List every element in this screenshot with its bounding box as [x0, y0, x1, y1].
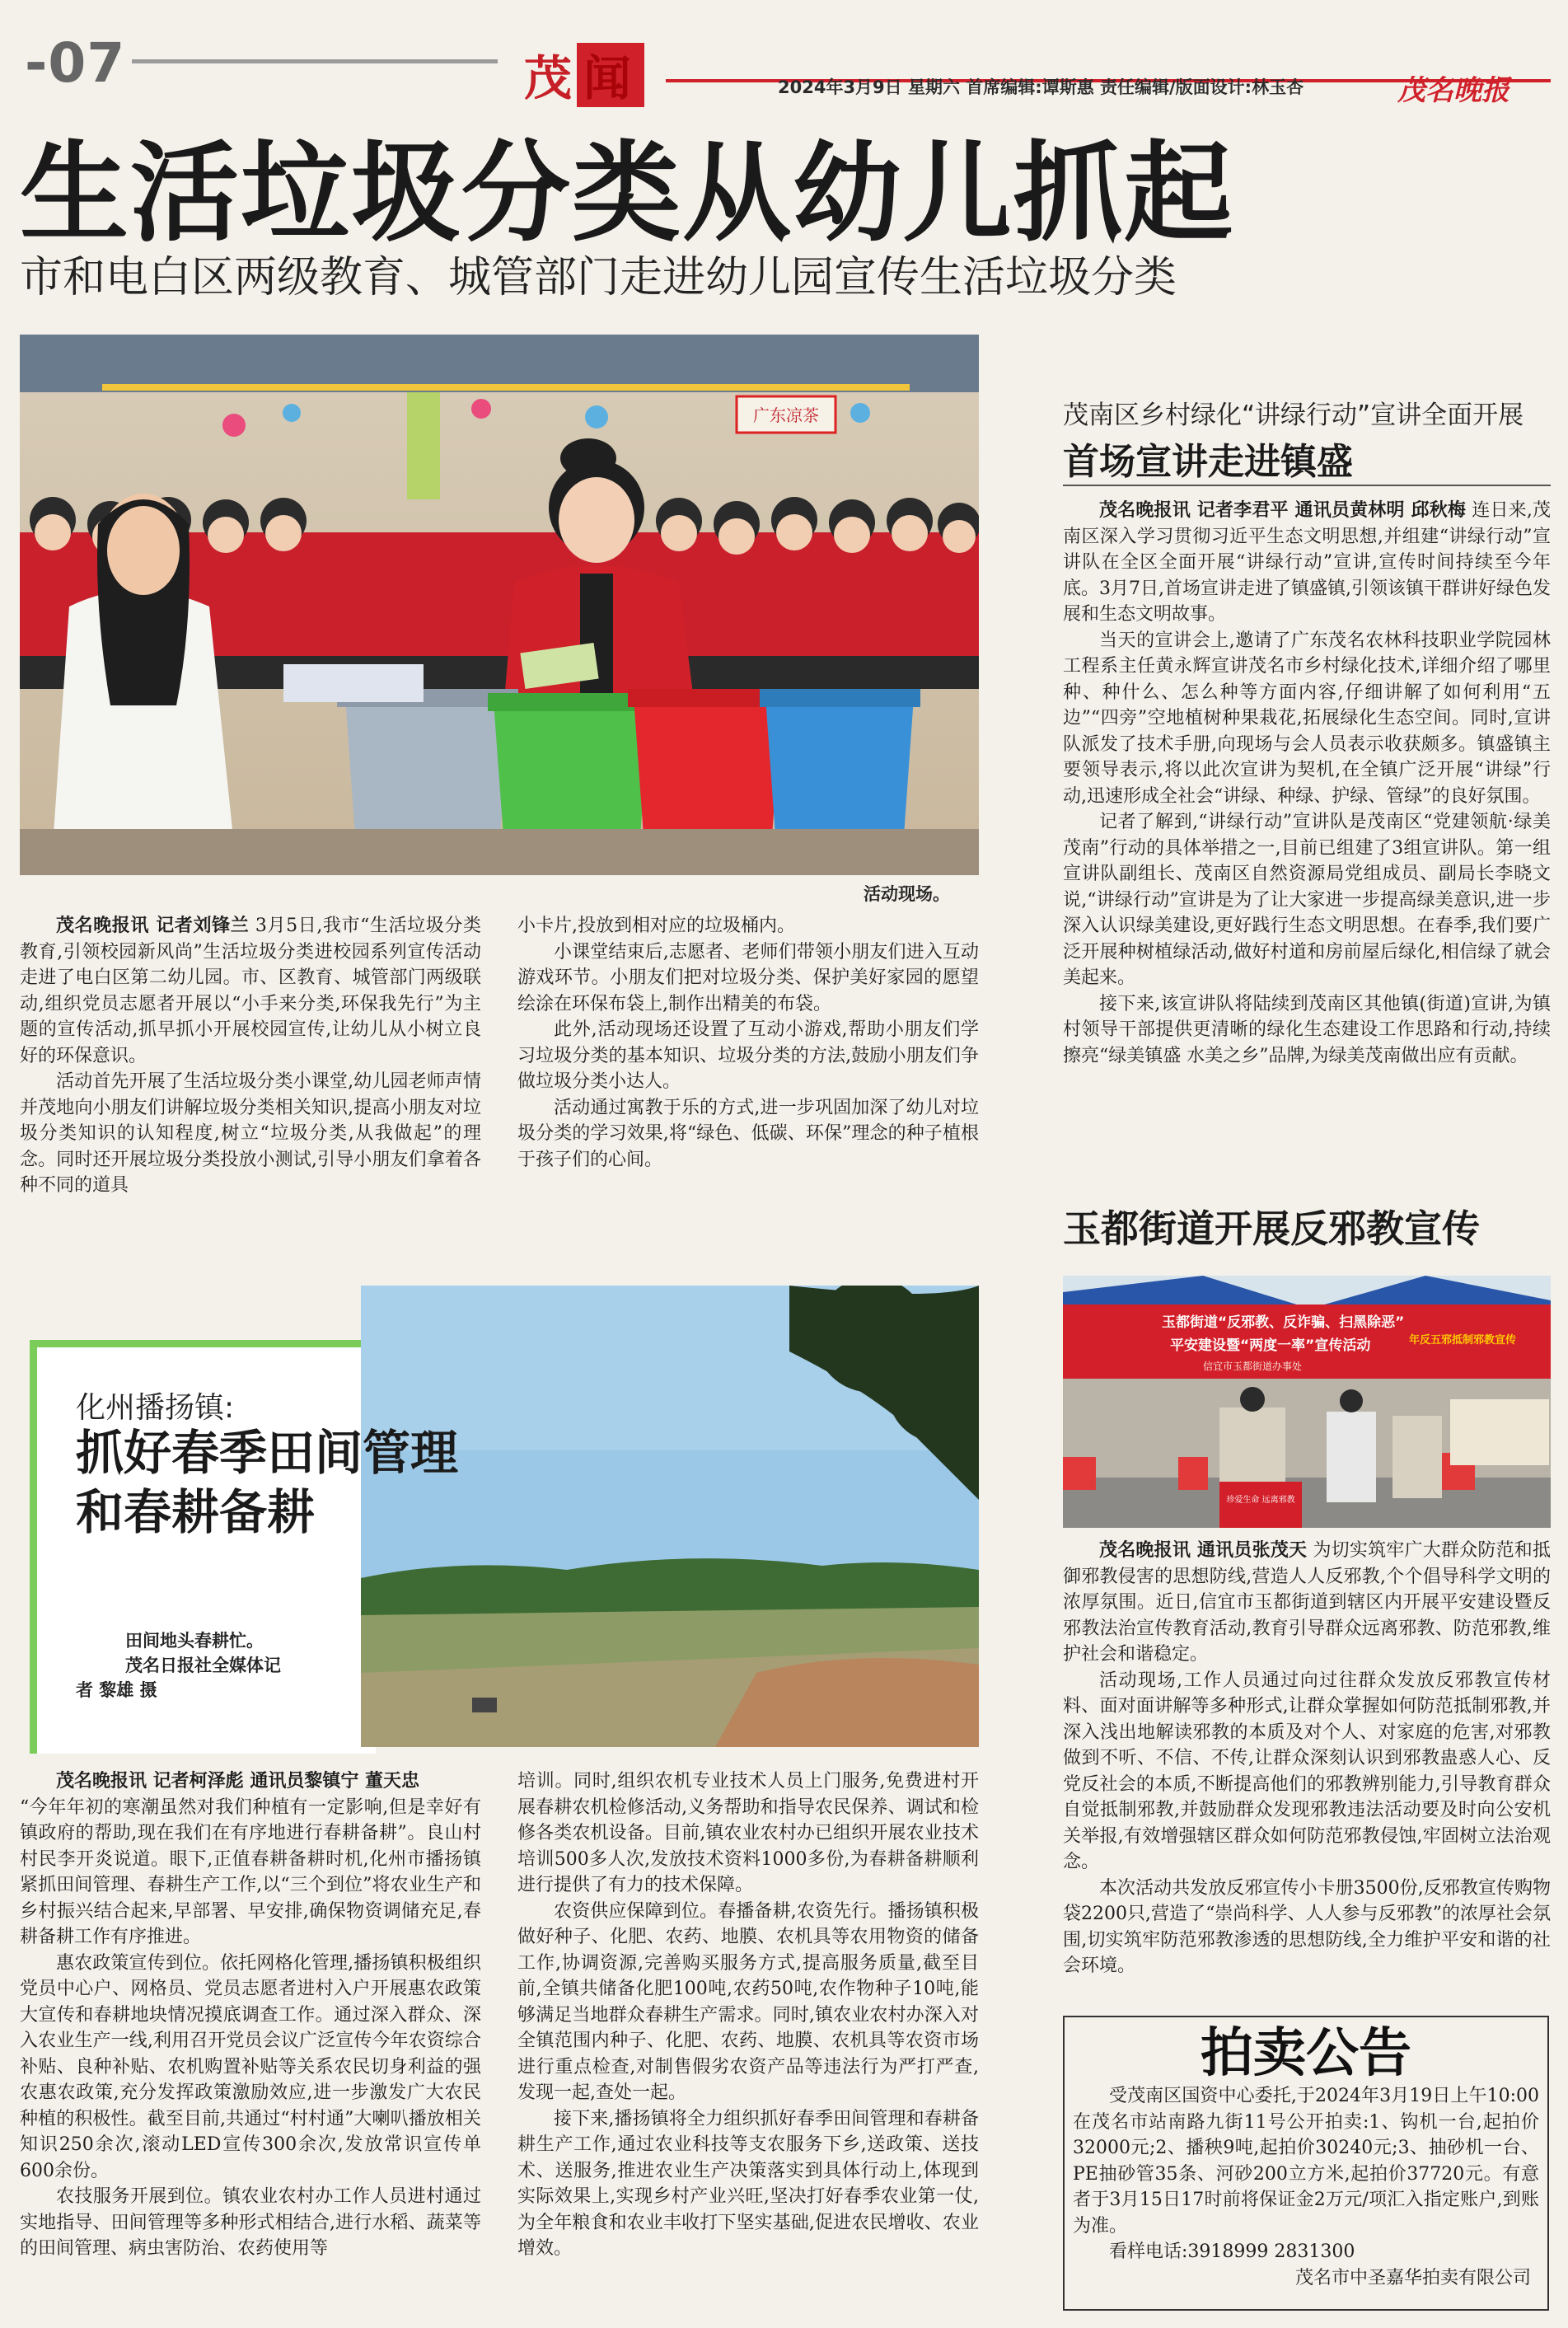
header-rule-left — [132, 59, 498, 63]
banner-line-3: 信宜市玉都街道办事处 — [1203, 1361, 1303, 1372]
antisect-body — [1063, 1538, 1551, 2012]
greening-p3: 记者了解到,“讲绿行动”宣讲队是茂南区“党建领航·绿美茂南”行动的具体举措之一,目前已组建了3组宣讲队。第一组宣讲队副组长、茂南区自然资源局党组成员、副局长李晓文说,“讲绿行动”宣讲是为了让大家进一步提高绿美意识,进一步深入认识绿美建设,更好践行生态文明思想。在春季,我们要广泛开展种树植绿活动,做好村道和房前屋后绿化,相信绿了就会美起来。 — [1063, 812, 1551, 988]
antisect-p1: 为切实筑牢广大群众防范和抵御邪教侵害的思想防线,营造人人反邪教,个个倡导科学文明的浓厚氛围。近日,信宜市玉都街道到辖区内开展平安建设暨反邪教法治宣传教育活动,教育引导群众远离邪教、防范邪教,维护社会和谐稳定。 — [1063, 1540, 1551, 1665]
outdoor-stall-scene — [1063, 1276, 1551, 1528]
auction-title: 拍卖公告 — [1201, 2022, 1411, 2084]
vehicle — [472, 1698, 497, 1712]
farming-c2p3: 接下来,播扬镇将全力组织抓好春季田间管理和春耕备耕生产工作,通过农业科技等支农服务下乡,送政策、送技术、送服务,推进农业生产决策落实到具体行动上,体现到实际效果上,实现乡村产业兴旺,坚决打好春季农业第一仗,为全年粮食和农业丰收打下坚实基础,促进农民增收、农业增效。 — [517, 2108, 979, 2259]
lead-col1-text: 3月5日,我市“生活垃圾分类教育,引领校园新风尚”生活垃圾分类进校园系列宣传活动走进了电白区第二幼儿园。市、区教育、城管部门两级联动,组织党员志愿者开展以“小手来分类,环保我先行”为主题的宣传活动,抓早抓小开展校园宣传,让幼儿从小树立良好的环保意识。 — [20, 916, 481, 1066]
farming-column-1 — [20, 1768, 481, 2316]
greening-p4: 接下来,该宣讲队将陆续到茂南区其他镇(街道)宣讲,为镇村领导干部提供更清晰的绿化生态建设工作思路和行动,持续擦亮“绿美镇盛 水美之乡”品牌,为绿美茂南做出应有贡献。 — [1063, 993, 1551, 1066]
farmland-scene — [361, 1286, 979, 1747]
lead-col2c-text: 此外,活动现场还设置了互动小游戏,帮助小朋友们学习垃圾分类的基本知识、垃圾分类的方法,鼓励小朋友们争做垃圾分类小达人。 — [517, 1019, 979, 1092]
farming-c1p2: 惠农政策宣传到位。依托网格化管理,播扬镇积极组织党员中心户、网格员、党员志愿者进村入户开展惠农政策大宣传和春耕地块情况摸底调查工作。通过深入群众、深入农业生产一线,利用召开党员会议广泛宣传今年农资综合补贴、良种补贴、农机购置补贴等关系农民切身利益的强农惠农政策,充分发挥政策激励效应,进一步激发广大农民种植的积极性。截至目前,共通过“村村通”大喇叭播放相关知识250余次,滚动LED宣传300余次,发放常识宣传单600余份。 — [20, 1952, 481, 2181]
lead-col2d-text: 活动通过寓教于乐的方式,进一步巩固加深了幼儿对垃圾分类的学习效果,将“绿色、低碳、环保”理念的种子植根于孩子们的心间。 — [517, 1097, 979, 1170]
greening-body — [1063, 498, 1551, 1104]
auction-body: 受茂南区国资中心委托,于2024年3月19日上午10:00在茂名市站南路九街11号公开拍卖:1、钩机一台,起拍价32000元;2、播秧9吨,起拍价30240元;3、抽砂机一台、PE抽砂管35条、河砂200立方米,起拍价37720元。有意者于3月15日17时前将保证金2万元/项汇入指定账户,到账为准。 — [1073, 2086, 1539, 2237]
lead-title: 生活垃圾分类从幼儿抓起 — [20, 130, 1234, 257]
farming-photo — [361, 1286, 979, 1747]
farming-caption-2: 茂名日报社全媒体记 — [125, 1656, 281, 1675]
section-label: 茂闻 — [524, 50, 644, 106]
lead-column-1 — [20, 913, 481, 1203]
section-tag — [519, 35, 651, 104]
antisect-byline: 茂名晚报讯 通讯员张茂天 — [1099, 1540, 1308, 1561]
greening-kicker: 茂南区乡村绿化“讲绿行动”宣讲全面开展 — [1063, 400, 1524, 430]
farming-c2p1: 培训。同时,组织农机专业技术人员上门服务,免费进村开展春耕农机检修活动,义务帮助和指导农民保养、调试和检修各类农机设备。目前,镇农业农村办已组织开展农业技术培训500多人次,发放技术资料1000多份,为春耕备耕顺利进行提供了有力的技术保障。 — [517, 1771, 979, 1895]
auction-company: 茂名市中圣嘉华拍卖有限公司 — [1294, 2267, 1531, 2288]
lead-photo — [20, 335, 979, 875]
greening-p1: 连日来,茂南区深入学习贯彻习近平生态文明思想,并组建“讲绿行动”宣讲队在全区全面开展“讲绿行动”宣讲,宣传时间持续至今年底。3月7日,首场宣讲走进了镇盛镇,引领该镇干群讲好绿色发展和生态文明故事。 — [1063, 500, 1551, 625]
brand-logo: 茂名晚报 — [1397, 74, 1509, 107]
kindergarten-scene — [20, 335, 979, 875]
farming-c2p2: 农资供应保障到位。春播备耕,农资先行。播扬镇积极做好种子、化肥、农药、地膜、农机具等农用物资的储备工作,协调资源,完善购买服务方式,提高服务质量,截至目前,全镇共储备化肥100吨,农药50吨,农作物种子10吨,能够满足当地群众春耕生产需求。同时,镇农业农村办深入对全镇范围内种子、化肥、农药、地膜、农机具等农资市场进行重点检查,对制售假劣农资产品等违法行为严打严查,发现一起,查处一起。 — [517, 1900, 979, 2103]
antisect-p3: 本次活动共发放反邪宣传小卡册3500份,反邪教宣传购物袋2200只,营造了“崇尚科学、人人参与反邪教”的浓厚社会氛围,切实筑牢防范邪教渗透的思想防线,全力维护平安和谐的社会环境。 — [1063, 1877, 1551, 1976]
antisect-title: 玉都街道开展反邪教宣传 — [1063, 1206, 1480, 1251]
lead-col2a-text: 小卡片,投放到相对应的垃圾桶内。 — [517, 916, 795, 936]
banner-line-1: 玉都街道“反邪教、反诈骗、扫黑除恶” — [1162, 1314, 1405, 1331]
banner-line-2: 平安建设暨“两度一率”宣传活动 — [1170, 1337, 1371, 1354]
basket — [283, 664, 424, 702]
farming-title-line-1: 抓好春季田间管理 — [76, 1425, 459, 1481]
date-line: 2024年3月9日 星期六 首席编辑:谭斯惠 责任编辑/版面设计:林玉杏 — [778, 77, 1304, 97]
lead-photo-caption: 活动现场。 — [864, 884, 950, 904]
banner-right: 年反五邪抵制邪教宣传 — [1409, 1334, 1517, 1347]
farming-c1p1: “今年年初的寒潮虽然对我们种植有一定影响,但是幸好有镇政府的帮助,现在我们在有序地进行春耕备耕”。良山村村民李开炎说道。眼下,正值春耕备耕时机,化州市播扬镇紧抓田间管理、春耕生产工作,以“三个到位”将农业生产和乡村振兴结合起来,早部署、早安排,确保物资调储充足,春耕备耕工作有序推进。 — [20, 1796, 481, 1947]
board-text: 珍爱生命 远离邪教 — [1226, 1496, 1295, 1505]
lead-column-2 — [517, 913, 979, 1203]
lead-col1b-text: 活动首先开展了生活垃圾分类小课堂,幼儿园老师声情并茂地向小朋友们讲解垃圾分类相关知识,提高小朋友对垃圾分类知识的认知程度,树立“垃圾分类,从我做起”的理念。同时还开展垃圾分类投放小测试,引导小朋友们拿着各种不同的道具 — [20, 1071, 481, 1196]
greening-byline: 茂名晚报讯 记者李君平 通讯员黄林明 邱秋梅 — [1099, 500, 1467, 521]
farming-caption-1: 田间地头春耕忙。 — [125, 1631, 264, 1651]
farming-caption-3: 者 黎雄 摄 — [76, 1680, 157, 1700]
greening-title: 首场宣讲走进镇盛 — [1063, 441, 1353, 483]
greening-p2: 当天的宣讲会上,邀请了广东茂名农林科技职业学院园林工程系主任黄永辉宣讲茂名市乡村绿化技术,详细介绍了哪里种、种什么、怎么种等方面内容,仔细讲解了如何利用“五边”“四旁”空地植树种果栽花,拓展绿化生态空间。同时,宣讲队派发了技术手册,向现场与会人员表示收获颇多。镇盛镇主要领导表示,将以此次宣讲为契机,在全镇广泛开展“讲绿”行动,迅速形成全社会“讲绿、种绿、护绿、管绿”的良好氛围。 — [1063, 630, 1551, 807]
greening-rule — [1063, 485, 1551, 486]
page-number: -07 — [25, 31, 126, 95]
lead-subtitle: 市和电白区两级教育、城管部门走进幼儿园宣传生活垃圾分类 — [20, 253, 1177, 302]
farming-byline: 茂名晚报讯 记者柯泽彪 通讯员黎镇宁 董天忠 — [56, 1771, 419, 1792]
farming-column-2 — [517, 1768, 979, 2316]
lead-byline: 茂名晚报讯 记者刘锋兰 — [56, 916, 250, 936]
lead-col2b-text: 小课堂结束后,志愿者、老师们带领小朋友们进入互动游戏环节。小朋友们把对垃圾分类、保护美好家园的愿望绘涂在环保布袋上,制作出精美的布袋。 — [517, 941, 979, 1014]
farming-title-line-2: 和春耕备耕 — [76, 1484, 316, 1540]
antisect-photo — [1063, 1276, 1551, 1528]
farming-kicker: 化州播扬镇: — [76, 1391, 235, 1425]
farming-c1p3: 农技服务开展到位。镇农业农村办工作人员进村通过实地指导、田间管理等多种形式相结合,进行水稻、蔬菜等的田间管理、病虫害防治、农药使用等 — [20, 2186, 481, 2259]
sign-text: 广东凉茶 — [753, 405, 819, 425]
auction-phone: 看样电话:3918999 2831300 — [1109, 2241, 1355, 2262]
antisect-p2: 活动现场,工作人员通过向过往群众发放反邪教宣传材料、面对面讲解等多种形式,让群众掌握如何防范抵制邪教,并深入浅出地解读邪教的本质及对个人、对家庭的危害,对邪教做到不听、不信、不传,让群众深刻认识到邪教蛊惑人心、反党反社会的本质,不断提高他们的邪教辨别能力,引导教育群众自觉抵制邪教,并鼓励群众发现邪教违法活动要及时向公安机关举报,有效增强辖区群众如何防范邪教侵蚀,牢固树立法治观念。 — [1063, 1670, 1551, 1872]
info-board — [1219, 1482, 1302, 1528]
auction-box — [1063, 2016, 1549, 2311]
